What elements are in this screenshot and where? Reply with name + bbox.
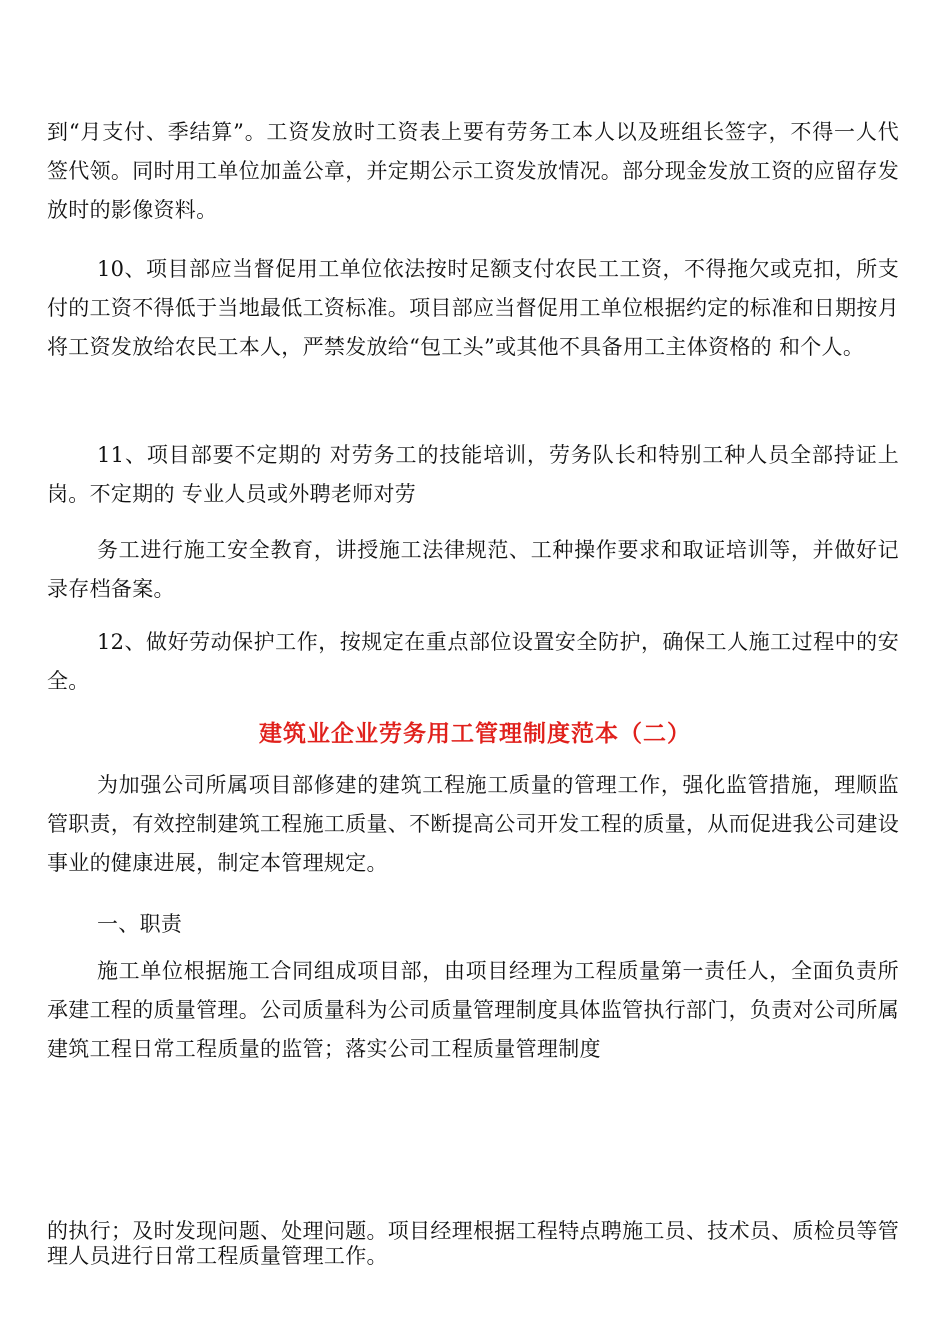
section-title: 建筑业企业劳务用工管理制度范本（二）: [259, 720, 691, 747]
paragraph-item-11: 11、项目部要不定期的 对劳务工的技能培训，劳务队长和特别工种人员全部持证上岗。不定期的 专业人员或外聘老师对劳: [47, 443, 899, 506]
paragraph-responsibilities-continued: 的执行；及时发现问题、处理问题。项目经理根据工程特点聘施工员、技术员、质检员等管理人员进行日常工程质量管理工作。: [47, 1219, 899, 1268]
heading-responsibilities: 一、职责: [97, 912, 183, 936]
paragraph-wage-payment: 到“月支付、季结算”。工资发放时工资表上要有劳务工本人以及班组长签字，不得一人代签代领。同时用工单位加盖公章，并定期公示工资发放情况。部分现金发放工资的应留存发放时的影像资料。: [47, 120, 899, 222]
paragraph-responsibilities: 施工单位根据施工合同组成项目部，由项目经理为工程质量第一责任人，全面负责所承建工程的质量管理。公司质量科为公司质量管理制度具体监管执行部门，负责对公司所属建筑工程日常工程质量的监管；落实公司工程质量管理制度: [47, 959, 899, 1061]
paragraph-item-11-continued: 务工进行施工安全教育，讲授施工法律规范、工种操作要求和取证培训等，并做好记录存档备案。: [47, 538, 899, 601]
paragraph-item-12: 12、做好劳动保护工作，按规定在重点部位设置安全防护，确保工人施工过程中的安全。: [47, 630, 899, 693]
paragraph-item-10: 10、项目部应当督促用工单位依法按时足额支付农民工工资，不得拖欠或克扣，所支付的工资不得低于当地最低工资标准。项目部应当督促用工单位根据约定的标准和日期按月将工资发放给农民工本人，严禁发放给“包工头”或其他不具备用工主体资格的 和个人。: [47, 257, 899, 359]
paragraph-intro: 为加强公司所属项目部修建的建筑工程施工质量的管理工作，强化监管措施，理顺监管职责，有效控制建筑工程施工质量、不断提高公司开发工程的质量，从而促进我公司建设事业的健康进展，制定本管理规定。: [47, 773, 899, 875]
